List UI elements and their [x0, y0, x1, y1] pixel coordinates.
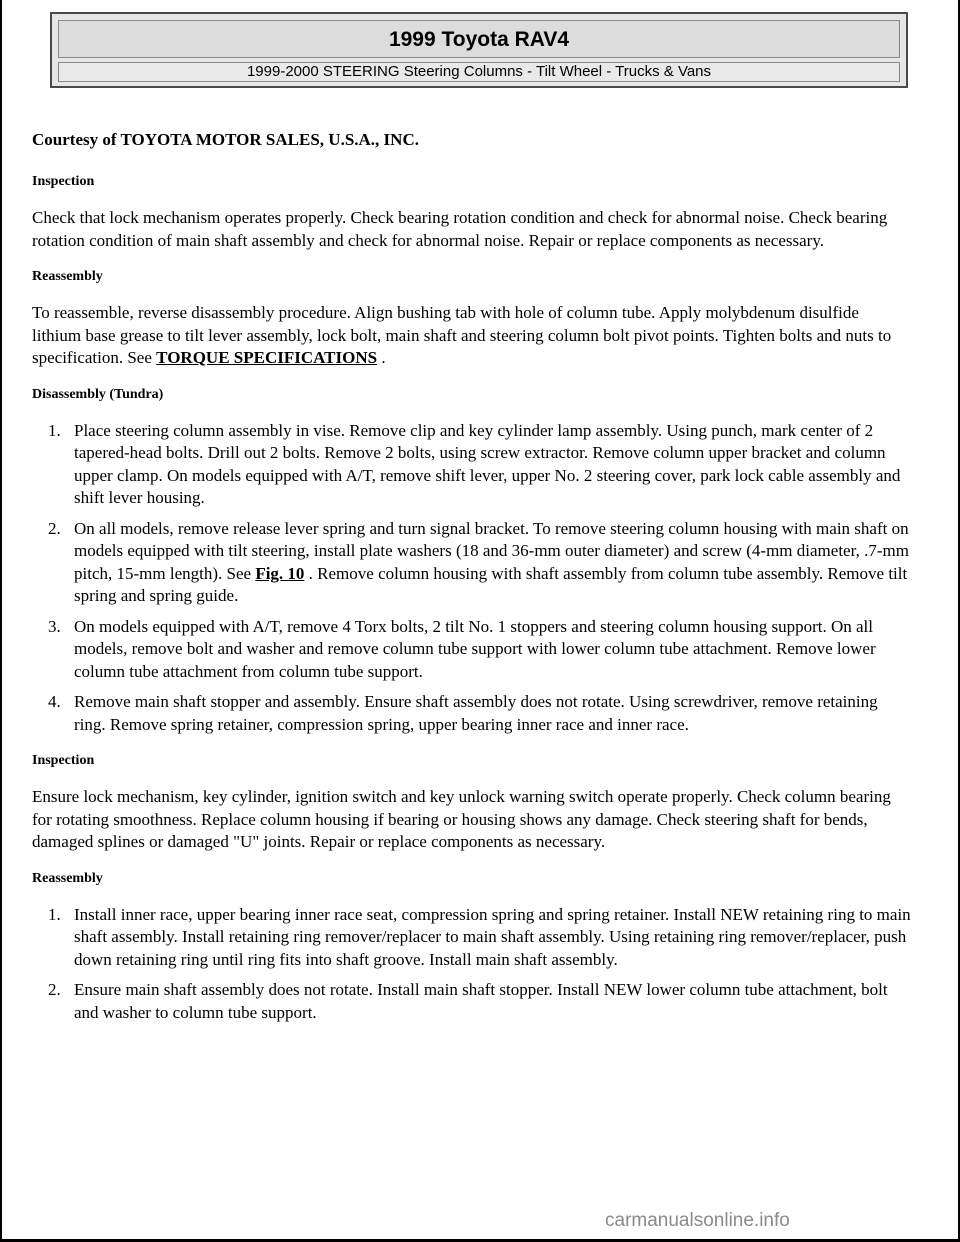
- step-text: Install inner race, upper bearing inner race seat, compression spring and spring retainer. Install NEW retaining ring to main shaft assembly. Install retaining ring remover/replacer to main shaft assembly. Using retaining ring remover/replacer, push down retaining ring until ring fits into shaft groove. Install main shaft assembly.: [74, 904, 911, 969]
- list-item: [32, 691, 912, 736]
- inspection-2-paragraph: Ensure lock mechanism, key cylinder, ignition switch and key unlock warning switch operate properly. Check column bearing for rotating smoothness. Replace column housing if bearing or housing shows any damage. Check steering shaft for bends, damaged splines or damaged "U" joints. Repair or replace components as necessary.: [32, 787, 891, 851]
- document-body: [32, 129, 912, 1024]
- section-heading-inspection-2: Inspection: [32, 753, 95, 768]
- reassembly-text-end: .: [381, 348, 386, 367]
- section-heading-disassembly-tundra: Disassembly (Tundra): [32, 386, 164, 402]
- list-item: [32, 979, 912, 1024]
- step-text: Ensure main shaft assembly does not rotate. Install main shaft stopper. Install NEW lower column tube attachment, bolt and washer to column tube support.: [74, 980, 888, 1022]
- section-heading-reassembly: Reassembly: [32, 269, 103, 284]
- step-text: Remove main shaft stopper and assembly. Ensure shaft assembly does not rotate. Using screwdriver, remove retaining ring. Remove spring retainer, compression spring, upper bearing inner race and inner race.: [74, 692, 878, 734]
- list-item: [32, 518, 912, 608]
- watermark-text: carmanualsonline.info: [605, 1210, 790, 1231]
- step-number: 2.: [48, 980, 61, 999]
- step-number: 1.: [48, 904, 61, 924]
- step-text: On models equipped with A/T, remove 4 Torx bolts, 2 tilt No. 1 stoppers and steering column housing support. On all models, remove bolt and washer and remove column tube support with lower column tube attachment. Remove lower column tube attachment from column tube support.: [74, 616, 876, 681]
- reassembly-paragraph: [32, 302, 912, 370]
- reassembly-text: To reassemble, reverse disassembly procedure. Align bushing tab with hole of column tube. Apply molybdenum disulfide lithium base grease to tilt lever assembly, lock bolt, main shaft and steering column bolt pivot points. Tighten bolts and nuts to specification. See: [32, 303, 892, 367]
- list-item: [32, 616, 912, 684]
- section-heading-inspection: Inspection: [32, 174, 95, 189]
- list-item: [32, 904, 912, 972]
- step-number: 4.: [48, 692, 61, 711]
- document-header: [50, 12, 908, 88]
- page-border-left: [0, 0, 2, 1242]
- section-heading-reassembly-2: Reassembly: [32, 870, 103, 886]
- step-number: 2.: [48, 518, 61, 538]
- disassembly-steps: [32, 420, 912, 737]
- fig-10-link[interactable]: Fig. 10: [255, 563, 305, 583]
- inspection-paragraph: Check that lock mechanism operates properly. Check bearing rotation condition and check for abnormal noise. Check bearing rotation condition of main shaft assembly and check for abnormal noise. Repair or replace components as necessary.: [32, 208, 888, 250]
- header-subtitle: 1999-2000 STEERING Steering Columns - Tilt Wheel - Trucks & Vans: [58, 62, 900, 82]
- list-item: [32, 420, 912, 510]
- step-text: Place steering column assembly in vise. Remove clip and key cylinder lamp assembly. Using punch, mark center of 2 tapered-head bolts. Drill out 2 bolts. Remove 2 bolts, using screw extractor. Remove column upper bracket and column upper clamp. On models equipped with A/T, remove shift lever, upper No. 2 steering cover, park lock cable assembly and shift lever housing.: [74, 420, 901, 507]
- step-text-end: . Remove column housing with shaft assembly from column tube assembly. Remove tilt spring and spring guide.: [74, 563, 908, 605]
- header-title: 1999 Toyota RAV4: [58, 20, 900, 58]
- reassembly-steps: [32, 904, 912, 1025]
- step-number: 1.: [48, 420, 61, 440]
- step-text: On all models, remove release lever spring and turn signal bracket. To remove steering column housing with main shaft on models equipped with tilt steering, install plate washers (18 and 36-mm outer diameter) and screw (4-mm diameter, .7-mm pitch, 15-mm length). See: [74, 518, 909, 583]
- courtesy-line: Courtesy of TOYOTA MOTOR SALES, U.S.A., INC.: [32, 130, 419, 149]
- step-number: 3.: [48, 616, 61, 636]
- torque-specifications-link[interactable]: TORQUE SPECIFICATIONS: [156, 348, 378, 367]
